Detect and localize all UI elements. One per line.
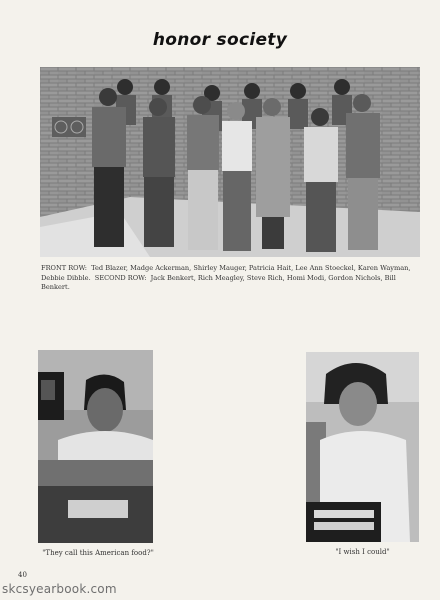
right-photo-caption: "I wish I could" xyxy=(335,548,390,556)
second-row-names: Jack Benkert, Rich Meagley, Steve Rich, Homi Modi, Gordon Nichols, Bill Benkert. xyxy=(41,273,396,291)
group-photo-caption xyxy=(41,264,419,293)
candid-photo-right xyxy=(306,352,419,542)
page-title: honor society xyxy=(152,30,288,50)
front-row-names: Ted Blazer, Madge Ackerman, Shirley Mauger, Patricia Hait, Lee Ann Stoeckel, Karen Wayman, Debbie Dibble. xyxy=(41,264,411,282)
second-row-label: SECOND ROW: xyxy=(94,273,147,282)
front-row-label: FRONT ROW: xyxy=(41,264,88,272)
page-number: 40 xyxy=(18,571,27,579)
watermark: skcsyearbook.com xyxy=(2,582,117,596)
left-photo-caption: "They call this American food?" xyxy=(42,549,154,557)
candid-photo-left xyxy=(38,350,153,543)
group-photo xyxy=(40,67,420,257)
